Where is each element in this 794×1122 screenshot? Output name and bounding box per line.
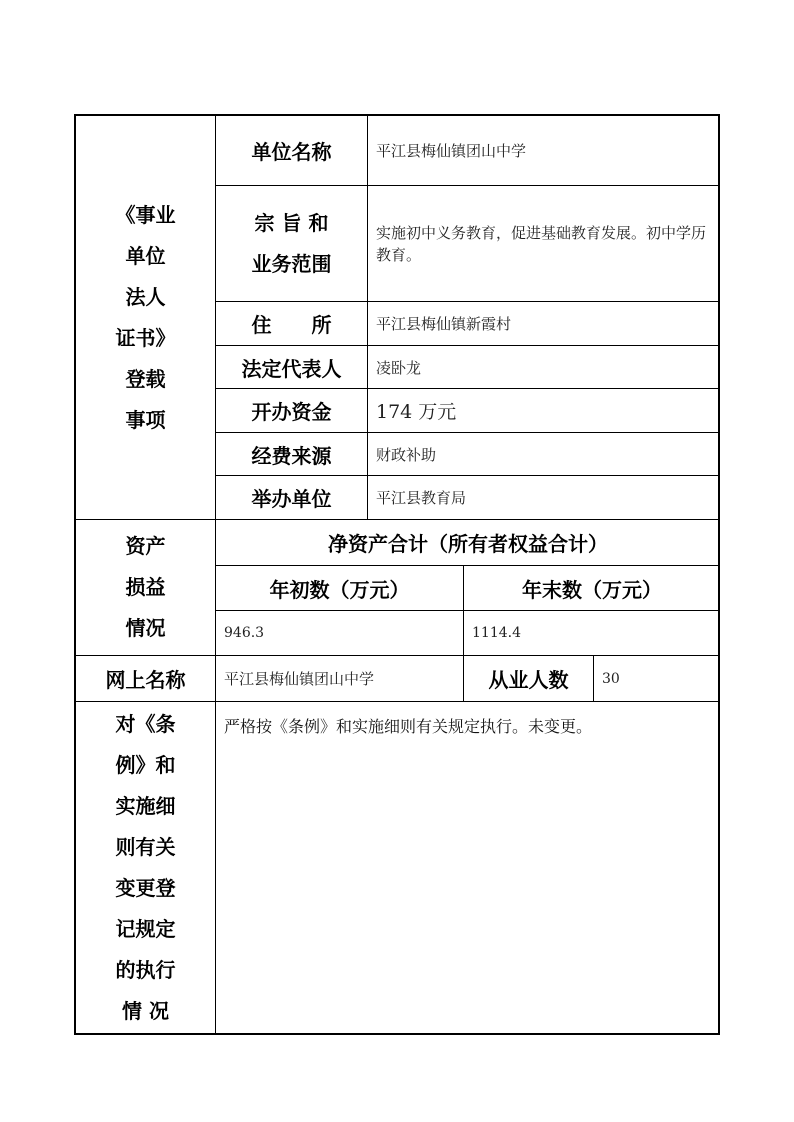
label-line: 证书》 bbox=[115, 325, 176, 350]
startup-capital-value: 174 万元 bbox=[368, 389, 720, 433]
online-name-value: 平江县梅仙镇团山中学 bbox=[216, 656, 464, 702]
label-line: 变更登 bbox=[115, 876, 176, 900]
staff-count-value: 30 bbox=[594, 656, 720, 702]
sponsor-unit-value: 平江县教育局 bbox=[368, 476, 720, 520]
online-name-label: 网上名称 bbox=[76, 656, 216, 702]
staff-count-label: 从业人数 bbox=[464, 656, 594, 702]
unit-name-label: 单位名称 bbox=[216, 116, 368, 186]
label-line: 情况 bbox=[125, 616, 166, 640]
address-value: 平江县梅仙镇新霞村 bbox=[368, 302, 720, 346]
address-label: 住 所 bbox=[216, 302, 368, 346]
purpose-scope-label bbox=[216, 186, 368, 302]
label-line: 例》和 bbox=[115, 753, 176, 777]
compliance-section-label bbox=[76, 702, 216, 1035]
net-assets-title: 净资产合计（所有者权益合计） bbox=[216, 520, 720, 566]
compliance-value: 严格按《条例》和实施细则有关规定执行。未变更。 bbox=[224, 717, 593, 736]
label-line: 宗 旨 和 bbox=[254, 210, 329, 235]
unit-name-value: 平江县梅仙镇团山中学 bbox=[368, 116, 720, 186]
label-line: 损益 bbox=[125, 575, 166, 599]
startup-capital-label: 开办资金 bbox=[216, 389, 368, 433]
sponsor-unit-label: 举办单位 bbox=[216, 476, 368, 520]
purpose-scope-value: 实施初中义务教育，促进基础教育发展。初中学历教育。 bbox=[368, 186, 720, 302]
funding-source-value: 财政补助 bbox=[368, 433, 720, 476]
label-line: 的执行 bbox=[115, 958, 176, 982]
label-line: 资产 bbox=[125, 534, 166, 558]
year-begin-header: 年初数（万元） bbox=[216, 566, 464, 611]
label-line: 记规定 bbox=[115, 917, 176, 941]
label-line: 情 况 bbox=[122, 999, 169, 1023]
year-end-value: 1114.4 bbox=[464, 611, 720, 656]
label-line: 事项 bbox=[125, 407, 166, 432]
label-line: 单位 bbox=[125, 243, 166, 268]
year-begin-value: 946.3 bbox=[216, 611, 464, 656]
registration-section-label bbox=[76, 116, 216, 520]
year-end-header: 年末数（万元） bbox=[464, 566, 720, 611]
label-line: 登载 bbox=[125, 366, 166, 391]
label-line: 则有关 bbox=[115, 835, 176, 859]
label-line: 业务范围 bbox=[251, 251, 332, 276]
assets-section-label bbox=[76, 520, 216, 656]
label-line: 对《条 bbox=[115, 712, 176, 736]
funding-source-label: 经费来源 bbox=[216, 433, 368, 476]
label-line: 实施细 bbox=[115, 794, 176, 818]
label-line: 法人 bbox=[125, 284, 166, 309]
label-line: 《事业 bbox=[115, 202, 176, 227]
registration-form bbox=[74, 114, 720, 1035]
legal-representative-label: 法定代表人 bbox=[216, 346, 368, 389]
legal-representative-value: 凌卧龙 bbox=[368, 346, 720, 389]
